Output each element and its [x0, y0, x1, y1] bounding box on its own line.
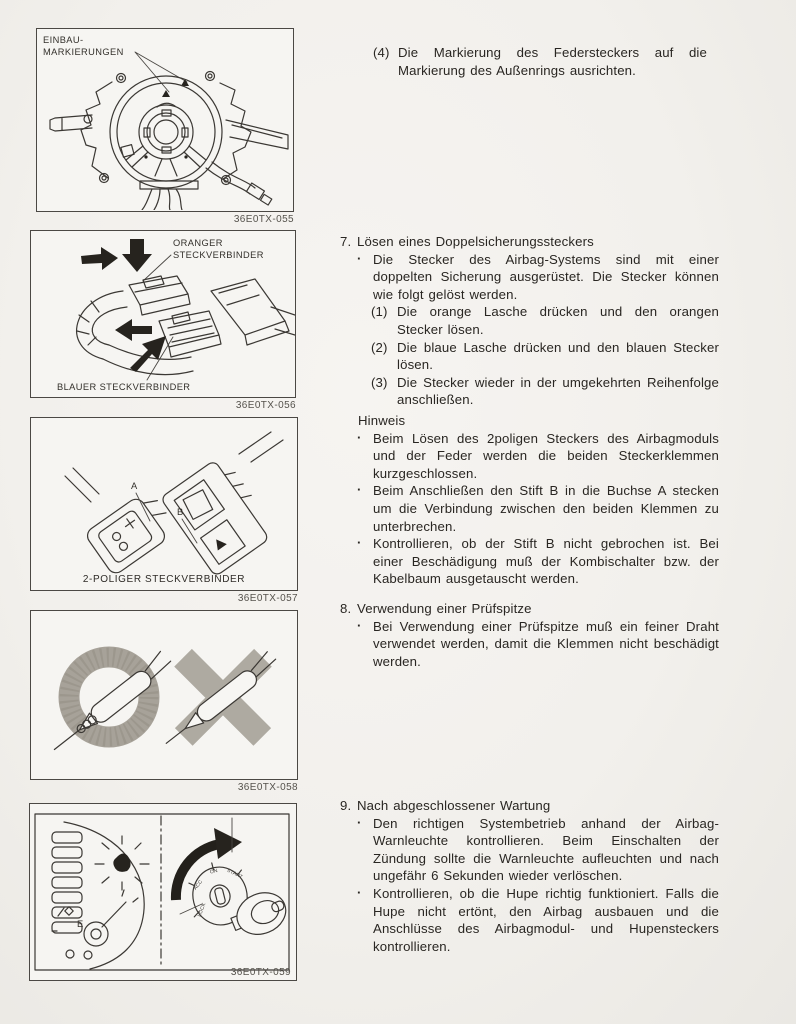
clock-spring-illustration — [37, 29, 293, 210]
section-8-bullet: · Bei Verwendung einer Prüfspitze muß ein feiner Draht verwendet werden, damit die Klemmen nicht beschädigt werden. — [340, 618, 719, 671]
substep-text: Die blaue Lasche drücken und den blauen Stecker lösen. — [397, 339, 719, 373]
figure-clock-spring-frame — [36, 28, 294, 212]
step-number: (4) — [373, 45, 390, 60]
section-number: 9. — [340, 798, 352, 813]
substep-number: (1) — [371, 304, 388, 320]
ignition-lock-label: LOCK — [196, 902, 208, 918]
section-7-heading — [340, 233, 719, 251]
terminal-b-label: B — [177, 507, 184, 517]
ignition-start-label: START — [225, 867, 244, 881]
figure-two-pin-connector — [30, 417, 298, 604]
blue-connector-label: BLAUER STECKVERBINDER — [57, 382, 191, 392]
section-8-heading — [340, 600, 719, 618]
ignition-lock — [176, 818, 292, 943]
substep-text: Die orange Lasche drücken und den orangen Stecker lösen. — [397, 304, 719, 337]
step-4-paragraph — [373, 44, 707, 79]
figure-code: 36E0TX-056 — [235, 400, 296, 411]
two-pin-illustration — [31, 418, 297, 589]
figure-ignition-frame — [29, 803, 297, 981]
figure-code: 36E0TX-058 — [237, 782, 298, 793]
socket-connector — [84, 488, 179, 576]
section-9-bullet: · Kontrollieren, ob die Hupe richtig funktioniert. Falls die Hupe nicht ertönt, den Airbag ausbauen und die Anschlüsse des Airbagmodul- und Hupensteckers kontrollieren. — [340, 885, 719, 955]
figure-code: 36E0TX-059 — [230, 967, 291, 978]
step-text: Die Markierung des Federsteckers auf die Markierung des Außenrings ausrichten. — [398, 45, 707, 78]
einbau-label-line2: MARKIERUNGEN — [43, 47, 124, 57]
substep-number: (2) — [371, 339, 388, 355]
connectors-illustration — [31, 231, 295, 396]
figure-code: 36E0TX-055 — [233, 214, 294, 225]
ignition-key-icon — [226, 886, 292, 944]
right-stalk — [226, 120, 288, 149]
ignition-on-label: ON — [209, 867, 219, 876]
figure-double-lock-connectors — [30, 230, 296, 411]
right-connector-wires — [239, 432, 283, 462]
blue-connector — [159, 311, 221, 357]
section-number: 8. — [340, 601, 352, 616]
hinweis-bullet: · Beim Lösen des 2poligen Steckers des Airbagmoduls und der Feder werden die beiden Steckerklemmen kurzgeschlossen. — [340, 430, 719, 483]
push-right-arrow-icon — [81, 247, 118, 270]
section-title: Lösen eines Doppelsicherungssteckers — [357, 234, 594, 249]
figure-test-probe-frame — [30, 610, 298, 780]
fuel-gauge — [52, 890, 138, 959]
figure-code: 36E0TX-057 — [237, 593, 298, 604]
section-9-bullet: · Den richtigen Systembetrieb anhand der Airbag-Warnleuchte kontrollieren. Beim Einschalten der Zündung sollte die Warnleuchte aufleuchten und nach ungefähr 6 Sekunden wieder verlöschen. — [340, 815, 719, 885]
hinweis-bullet: · Beim Anschließen den Stift B in die Buchse A stecken um die Verbindung zwischen den beiden Klemmen zu unterbrechen. — [340, 482, 719, 535]
section-7-intro: · Die Stecker des Airbag-Systems sind mit einer doppelten Sicherung ausgerüstet. Die Stecker können wie folgt gelöst werden. — [340, 251, 719, 304]
terminal-a-label: A — [131, 481, 138, 491]
hinweis-bullet: · Kontrollieren, ob der Stift B nicht gebrochen ist. Bei einer Beschädigung muß der Kombischalter bzw. der Kabelbaum ausgetauscht werden. — [340, 535, 719, 588]
section-number: 7. — [340, 234, 352, 249]
left-connector-wires — [65, 468, 99, 502]
figure-connectors-frame — [30, 230, 296, 398]
pull-left-arrow-icon — [115, 319, 152, 341]
section-7 — [340, 233, 719, 409]
leader-line — [135, 52, 187, 92]
section-title: Nach abgeschlossener Wartung — [357, 798, 551, 813]
orange-connector-label-line1: ORANGER — [173, 238, 223, 248]
ignition-illustration — [30, 804, 296, 979]
substep — [340, 339, 719, 374]
substep-text: Die Stecker wieder in der umgekehrten Reihenfolge anschließen. — [397, 374, 719, 408]
left-stalk — [50, 115, 92, 131]
airbag-warning-icon — [95, 836, 149, 890]
harness-wires — [140, 162, 272, 210]
substep — [340, 303, 719, 338]
figure-warning-lamp-ignition — [29, 803, 297, 981]
instrument-cluster — [52, 822, 144, 969]
turn-key-arrowhead — [214, 828, 242, 859]
alignment-mark-icon — [162, 90, 170, 97]
figure-clock-spring — [36, 28, 294, 225]
two-pin-caption: 2-POLIGER STECKVERBINDER — [82, 574, 246, 585]
orange-connector-label-line2: STECKVERBINDER — [173, 250, 264, 260]
section-title: Verwendung einer Prüfspitze — [357, 601, 532, 616]
hinweis-note — [340, 412, 719, 588]
press-down-arrow-icon — [122, 239, 152, 272]
hinweis-title: Hinweis — [358, 413, 406, 428]
figure-two-pin-frame — [30, 417, 298, 591]
harness-connector — [211, 279, 295, 345]
figure-test-probe — [30, 610, 298, 793]
test-probe-illustration — [31, 611, 297, 778]
fuel-e-label: E — [77, 919, 84, 929]
einbau-label-line1: EINBAU- — [43, 35, 84, 45]
ignition-acc-label: ACC — [192, 878, 205, 892]
substep — [340, 374, 719, 409]
section-9 — [340, 797, 719, 955]
section-9-heading — [340, 797, 719, 815]
push-up-right-arrow-icon — [130, 336, 166, 372]
orange-connector — [129, 276, 190, 315]
substep-number: (3) — [371, 374, 388, 390]
section-8 — [340, 600, 719, 670]
